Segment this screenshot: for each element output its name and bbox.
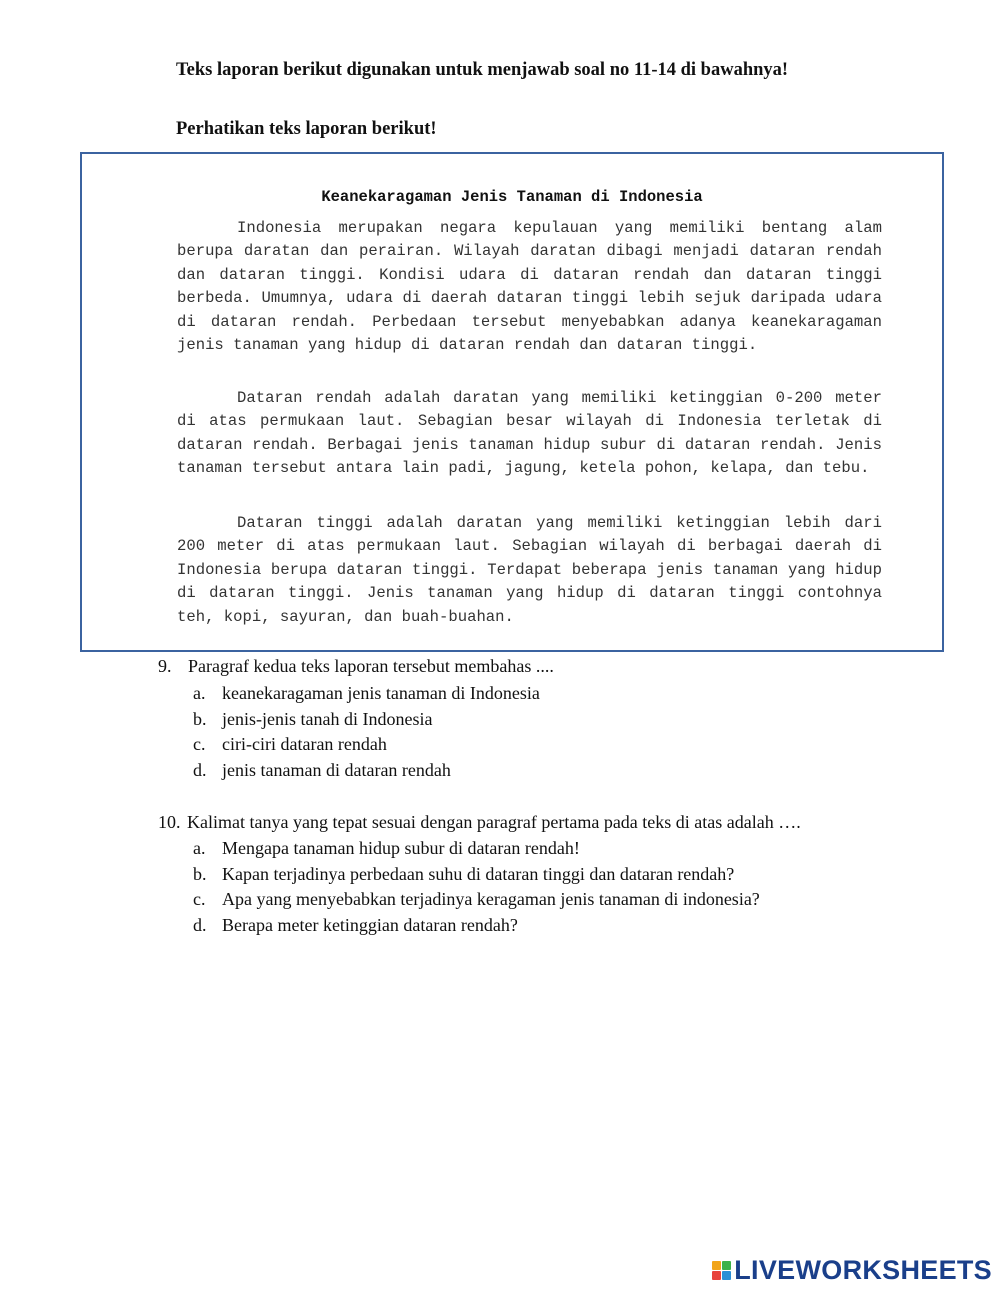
- answer-option-a[interactable]: [193, 681, 540, 707]
- report-title: Keanekaragaman Jenis Tanaman di Indonesia: [321, 188, 703, 206]
- report-text-box: [80, 152, 944, 652]
- answer-option-c[interactable]: [193, 887, 760, 913]
- option-letter: c.: [193, 889, 206, 909]
- option-letter: a.: [193, 683, 206, 703]
- option-text: keanekaragaman jenis tanaman di Indonesia: [222, 683, 540, 703]
- logo-block-3: [712, 1271, 721, 1280]
- option-text: jenis-jenis tanah di Indonesia: [222, 708, 433, 729]
- option-text: ciri-ciri dataran rendah: [222, 734, 387, 754]
- report-paragraph-1: Indonesia merupakan negara kepulauan yang memiliki bentang alam berupa daratan dan perairan. Wilayah daratan dibagi menjadi dataran rendah dan dataran tinggi. Kondisi udara di dataran rendah dan dataran tinggi berbeda. Umumnya, udara di daerah dataran tinggi lebih sejuk daripada udara di dataran rendah. Perbedaan tersebut menyebabkan adanya keanekaragaman jenis tanaman yang hidup di dataran rendah dan dataran tinggi.: [177, 219, 882, 355]
- logo-block-4: [722, 1271, 731, 1280]
- logo-block-2: [722, 1261, 731, 1270]
- answer-option-b[interactable]: [193, 862, 760, 888]
- answer-option-d[interactable]: [193, 913, 760, 939]
- report-paragraph-3: Dataran tinggi adalah daratan yang memiliki ketinggian lebih dari 200 meter di atas permukaan laut. Sebagian wilayah di berbagai daerah di Indonesia berupa dataran tinggi. Terdapat beberapa jenis tanaman yang hidup di dataran tinggi. Jenis tanaman yang hidup di dataran tinggi contohnya teh, kopi, sayuran, dan buah-buahan.: [177, 514, 882, 626]
- question-number: 10.: [158, 812, 181, 832]
- option-text: Apa yang menyebabkan terjadinya keragaman jenis tanaman di indonesia?: [222, 889, 760, 909]
- option-letter: d.: [193, 914, 207, 935]
- answer-option-d[interactable]: [193, 758, 540, 784]
- option-letter: c.: [193, 734, 206, 754]
- option-text: Kapan terjadinya perbedaan suhu di dataran tinggi dan dataran rendah?: [222, 863, 735, 884]
- answer-option-c[interactable]: [193, 732, 540, 758]
- question-text: Kalimat tanya yang tepat sesuai dengan paragraf pertama pada teks di atas adalah ….: [187, 812, 801, 832]
- instruction-subheading: Perhatikan teks laporan berikut!: [176, 119, 437, 139]
- question-9: [158, 656, 554, 677]
- question-text: Paragraf kedua teks laporan tersebut membahas ....: [188, 656, 554, 676]
- question-10-options: [193, 836, 760, 938]
- option-text: Berapa meter ketinggian dataran rendah?: [222, 914, 518, 935]
- option-letter: d.: [193, 759, 207, 780]
- answer-option-b[interactable]: [193, 707, 540, 733]
- option-text: jenis tanaman di dataran rendah: [222, 759, 451, 780]
- option-letter: b.: [193, 708, 207, 729]
- question-9-options: [193, 681, 540, 783]
- liveworksheets-brand: [712, 1253, 992, 1287]
- liveworksheets-logo-icon: [712, 1261, 731, 1280]
- logo-block-1: [712, 1261, 721, 1270]
- option-letter: b.: [193, 863, 207, 884]
- answer-option-a[interactable]: [193, 836, 760, 862]
- option-letter: a.: [193, 838, 206, 858]
- instruction-heading: Teks laporan berikut digunakan untuk menjawab soal no 11-14 di bawahnya!: [176, 60, 789, 80]
- brand-name: LIVEWORKSHEETS: [734, 1254, 992, 1285]
- question-10: [158, 812, 801, 833]
- question-number: 9.: [158, 656, 172, 676]
- report-paragraph-2: Dataran rendah adalah daratan yang memiliki ketinggian 0-200 meter di atas permukaan laut. Sebagian besar wilayah di Indonesia terletak di dataran rendah. Berbagai jenis tanaman hidup subur di dataran rendah. Jenis tanaman tersebut antara lain padi, jagung, ketela pohon, kelapa, dan tebu.: [177, 389, 882, 478]
- option-text: Mengapa tanaman hidup subur di dataran rendah!: [222, 838, 580, 858]
